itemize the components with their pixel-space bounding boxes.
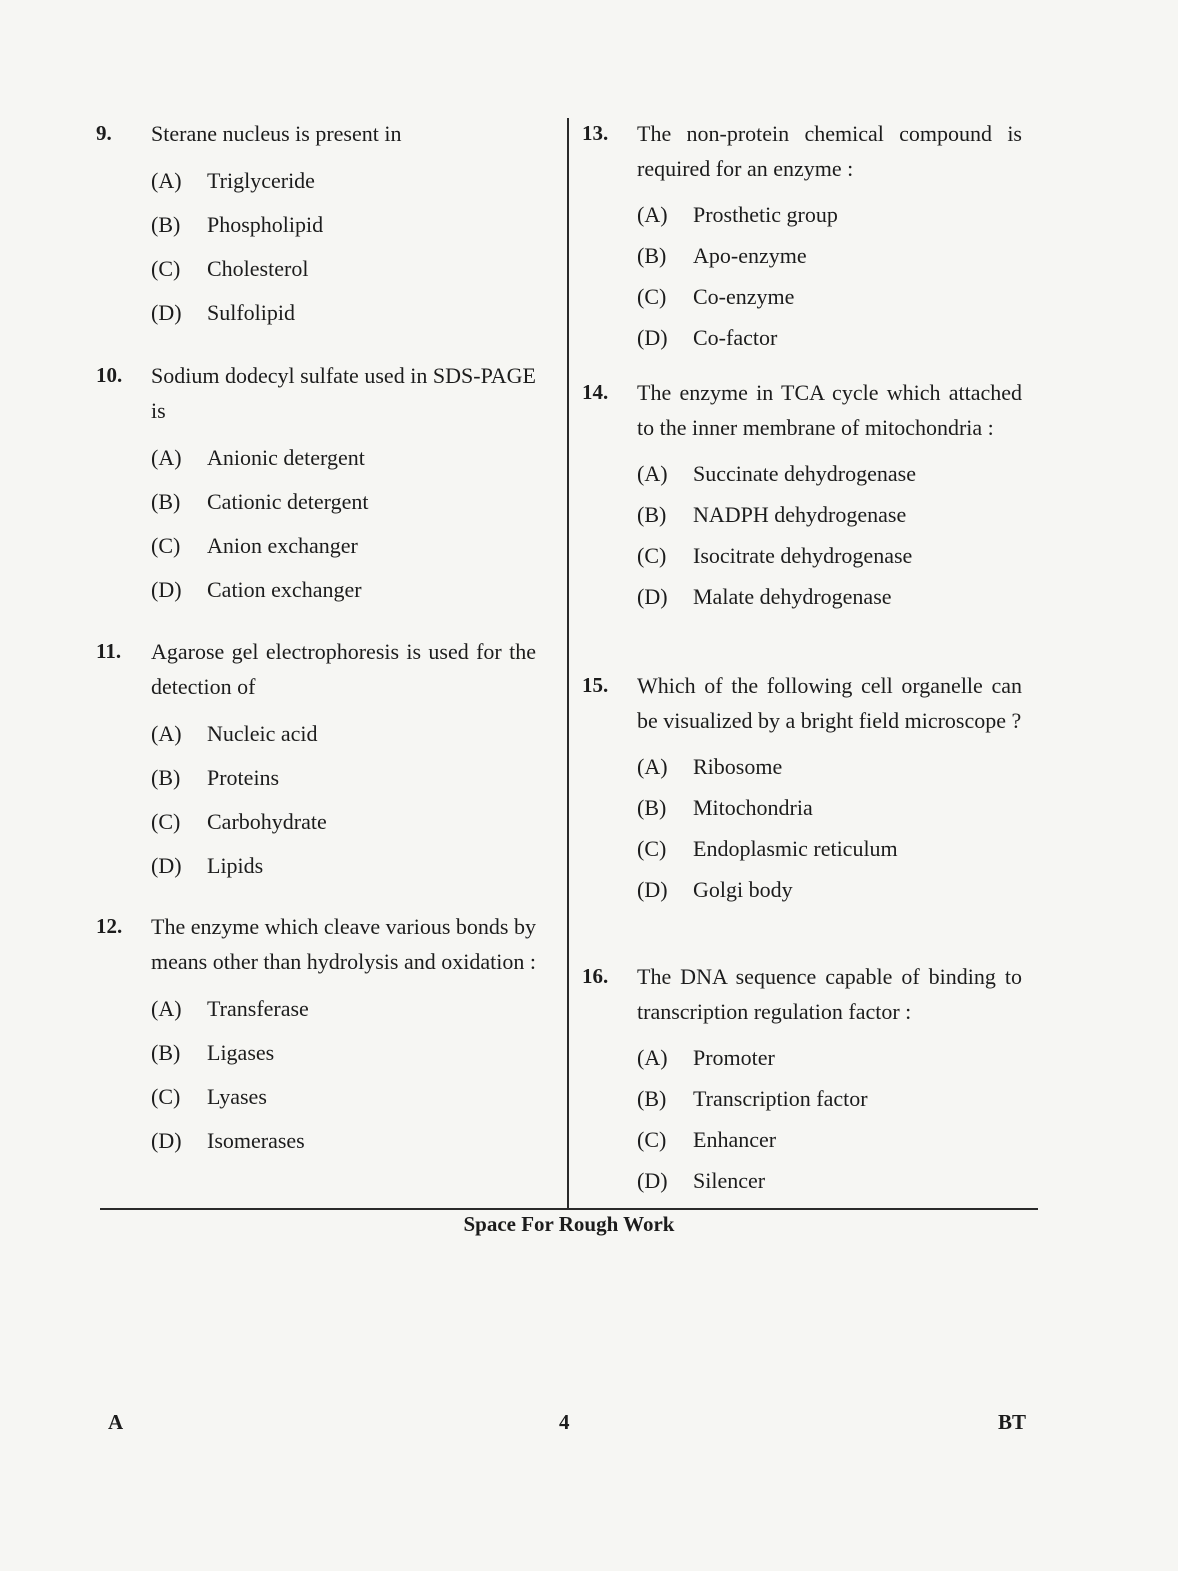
option-d[interactable] — [637, 1160, 1022, 1201]
question-text: Which of the following cell organelle can be visualized by a bright field microscope ? — [637, 673, 1022, 733]
option-letter: (C) — [637, 836, 667, 861]
option-text: Co-factor — [693, 325, 778, 350]
option-text: Cation exchanger — [207, 577, 362, 602]
option-letter: (B) — [637, 243, 667, 268]
question-number: 12. — [96, 914, 123, 938]
option-d[interactable] — [637, 869, 1022, 910]
option-letter: (D) — [151, 853, 182, 878]
rough-work-label: Space For Rough Work — [463, 1212, 675, 1236]
question-number: 15. — [582, 673, 609, 697]
question-16 — [582, 959, 1022, 1201]
option-letter: (A) — [637, 1045, 668, 1070]
question-text: The DNA sequence capable of binding to transcription regulation factor : — [637, 964, 1022, 1024]
option-text: Anion exchanger — [207, 533, 358, 558]
option-letter: (A) — [637, 754, 668, 779]
option-d[interactable] — [151, 1119, 536, 1163]
rough-work-divider — [100, 1208, 1038, 1210]
option-list — [637, 1037, 1022, 1201]
option-c[interactable] — [637, 276, 1022, 317]
option-letter: (B) — [151, 212, 181, 237]
question-11 — [96, 634, 536, 888]
option-text: Ribosome — [693, 754, 783, 779]
option-text: Promoter — [693, 1045, 775, 1070]
question-text: The enzyme in TCA cycle which attached to the inner membrane of mitochondria : — [637, 380, 1022, 440]
option-text: Triglyceride — [207, 168, 315, 193]
option-list — [151, 987, 536, 1163]
option-text: Lipids — [207, 853, 264, 878]
option-text: Silencer — [693, 1168, 766, 1193]
option-text: Transcription factor — [693, 1086, 868, 1111]
option-list — [637, 194, 1022, 358]
option-a[interactable] — [151, 159, 536, 203]
option-letter: (A) — [151, 445, 182, 470]
option-letter: (A) — [151, 168, 182, 193]
option-letter: (D) — [637, 877, 668, 902]
option-c[interactable] — [151, 247, 536, 291]
option-b[interactable] — [637, 787, 1022, 828]
option-a[interactable] — [637, 746, 1022, 787]
option-text: Sulfolipid — [207, 300, 296, 325]
option-letter: (A) — [151, 996, 182, 1021]
option-a[interactable] — [637, 194, 1022, 235]
option-letter: (A) — [637, 461, 668, 486]
option-letter: (B) — [637, 502, 667, 527]
option-letter: (C) — [151, 256, 181, 281]
option-b[interactable] — [637, 1078, 1022, 1119]
option-letter: (B) — [637, 795, 667, 820]
option-letter: (D) — [151, 300, 182, 325]
option-c[interactable] — [151, 1075, 536, 1119]
option-list — [151, 712, 536, 888]
option-letter: (A) — [637, 202, 668, 227]
option-d[interactable] — [637, 317, 1022, 358]
option-text: Mitochondria — [693, 795, 813, 820]
option-c[interactable] — [151, 800, 536, 844]
option-a[interactable] — [637, 453, 1022, 494]
option-text: Isocitrate dehydrogenase — [693, 543, 913, 568]
option-letter: (D) — [637, 584, 668, 609]
option-text: Ligases — [207, 1040, 275, 1065]
option-letter: (B) — [151, 489, 181, 514]
question-text: Sodium dodecyl sulfate used in SDS-PAGE is — [151, 363, 536, 423]
option-d[interactable] — [151, 291, 536, 335]
option-letter: (D) — [151, 577, 182, 602]
option-letter: (C) — [151, 809, 181, 834]
option-text: Phospholipid — [207, 212, 324, 237]
option-text: Carbohydrate — [207, 809, 327, 834]
question-number: 11. — [96, 639, 122, 663]
option-letter: (C) — [637, 1127, 667, 1152]
option-b[interactable] — [637, 235, 1022, 276]
option-list — [637, 746, 1022, 910]
option-text: Golgi body — [693, 877, 793, 902]
option-text: Proteins — [207, 765, 280, 790]
option-text: Succinate dehydrogenase — [693, 461, 916, 486]
question-number: 10. — [96, 363, 123, 387]
question-number: 14. — [582, 380, 609, 404]
option-text: Lyases — [207, 1084, 267, 1109]
option-letter: (C) — [637, 543, 667, 568]
option-text: Transferase — [207, 996, 309, 1021]
option-c[interactable] — [637, 828, 1022, 869]
question-number: 16. — [582, 964, 609, 988]
question-number: 9. — [96, 121, 112, 145]
option-text: Co-enzyme — [693, 284, 795, 309]
option-b[interactable] — [151, 203, 536, 247]
option-text: Anionic detergent — [207, 445, 365, 470]
option-letter: (B) — [637, 1086, 667, 1111]
option-a[interactable] — [151, 987, 536, 1031]
option-letter: (D) — [151, 1128, 182, 1153]
question-text: The non-protein chemical compound is required for an enzyme : — [637, 121, 1022, 181]
option-b[interactable] — [637, 494, 1022, 535]
question-12 — [96, 909, 536, 1163]
option-text: Isomerases — [207, 1128, 305, 1153]
option-b[interactable] — [151, 756, 536, 800]
question-number: 13. — [582, 121, 609, 145]
option-letter: (C) — [637, 284, 667, 309]
question-text: Sterane nucleus is present in — [151, 121, 402, 146]
booklet-set-label: A — [108, 1410, 124, 1434]
option-a[interactable] — [151, 712, 536, 756]
option-b[interactable] — [151, 1031, 536, 1075]
subject-code: BT — [998, 1410, 1027, 1434]
question-text: The enzyme which cleave various bonds by means other than hydrolysis and oxidation : — [151, 914, 536, 974]
question-text: Agarose gel electrophoresis is used for the detection of — [151, 639, 536, 699]
column-divider — [567, 118, 569, 1208]
question-10 — [96, 358, 536, 612]
page-number: 4 — [559, 1410, 570, 1434]
option-text: Enhancer — [693, 1127, 777, 1152]
question-14 — [582, 375, 1022, 617]
option-list — [637, 453, 1022, 617]
option-letter: (B) — [151, 1040, 181, 1065]
option-text: Malate dehydrogenase — [693, 584, 892, 609]
option-list — [151, 436, 536, 612]
option-text: Cholesterol — [207, 256, 309, 281]
option-letter: (D) — [637, 325, 668, 350]
option-letter: (D) — [637, 1168, 668, 1193]
question-13 — [582, 116, 1022, 358]
option-letter: (C) — [151, 1084, 181, 1109]
option-a[interactable] — [637, 1037, 1022, 1078]
option-c[interactable] — [637, 535, 1022, 576]
option-d[interactable] — [637, 576, 1022, 617]
option-text: Prosthetic group — [693, 202, 838, 227]
option-letter: (C) — [151, 533, 181, 558]
option-d[interactable] — [151, 568, 536, 612]
question-9 — [96, 116, 536, 335]
option-d[interactable] — [151, 844, 536, 888]
option-text: Cationic detergent — [207, 489, 369, 514]
option-a[interactable] — [151, 436, 536, 480]
question-15 — [582, 668, 1022, 910]
option-letter: (B) — [151, 765, 181, 790]
option-text: Nucleic acid — [207, 721, 318, 746]
option-text: Endoplasmic reticulum — [693, 836, 898, 861]
option-letter: (A) — [151, 721, 182, 746]
option-b[interactable] — [151, 480, 536, 524]
option-list — [151, 159, 536, 335]
option-text: NADPH dehydrogenase — [693, 502, 907, 527]
option-text: Apo-enzyme — [693, 243, 807, 268]
option-c[interactable] — [151, 524, 536, 568]
option-c[interactable] — [637, 1119, 1022, 1160]
